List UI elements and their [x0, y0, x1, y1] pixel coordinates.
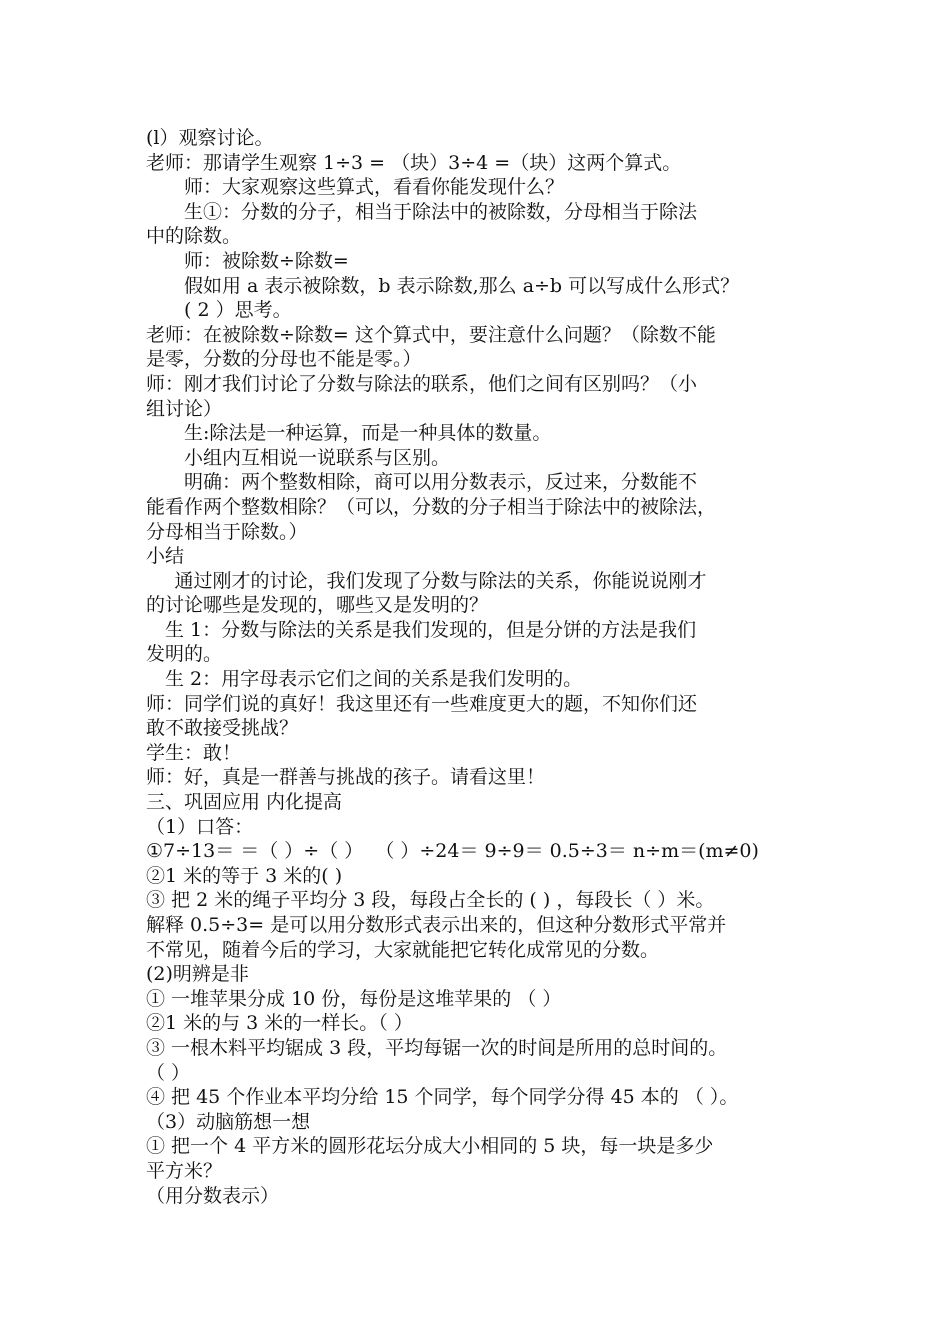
- text-line: 师：被除数÷除数=: [184, 249, 349, 272]
- text-line: 老师：那请学生观察 1÷3 = （块）3÷4 =（块）这两个算式。: [146, 151, 682, 174]
- text-line: 假如用 a 表示被除数，b 表示除数,那么 a÷b 可以写成什么形式？: [184, 274, 740, 297]
- text-line: （用分数表示）: [146, 1184, 280, 1207]
- text-line: ① 把一个 4 平方米的圆形花坛分成大小相同的 5 块，每一块是多少: [146, 1135, 714, 1158]
- text-line: 生:除法是一种运算，而是一种具体的数量。: [184, 422, 552, 445]
- text-line: （1）口答：: [146, 815, 254, 838]
- text-line: 组讨论）: [146, 397, 223, 420]
- text-line: ③ 一根木料平均锯成 3 段，平均每锯一次的时间是所用的总时间的。: [146, 1036, 728, 1059]
- text-line: 敢不敢接受挑战？: [146, 717, 299, 740]
- text-line: 师：同学们说的真好！我这里还有一些难度更大的题，不知你们还: [146, 692, 698, 715]
- text-line: 师：好，真是一群善与挑战的孩子。请看这里！: [146, 766, 546, 789]
- text-line: ④ 把 45 个作业本平均分给 15 个同学，每个同学分得 45 本的 （ ）。: [146, 1086, 739, 1109]
- text-line: （3）动脑筋想一想: [146, 1110, 311, 1133]
- text-line: 生 2：用字母表示它们之间的关系是我们发明的。: [165, 668, 583, 691]
- text-line: 通过刚才的讨论，我们发现了分数与除法的关系，你能说说刚才: [174, 569, 707, 592]
- text-line: 中的除数。: [146, 225, 242, 248]
- text-line: 的讨论哪些是发现的，哪些又是发明的？: [146, 594, 489, 617]
- text-line: 三、巩固应用 内化提高: [146, 791, 343, 814]
- text-line: 小结: [146, 545, 185, 568]
- text-line: （ ）: [146, 1061, 191, 1084]
- text-line: 小组内互相说一说联系与区别。: [184, 446, 451, 469]
- text-line: ③ 把 2 米的绳子平均分 3 段，每段占全长的 ( ) ，每段长（ ）米。: [146, 889, 715, 912]
- text-line: 发明的。: [146, 643, 223, 666]
- text-line: ( 2 ）思考。: [184, 299, 292, 322]
- text-line: 学生：敢！: [146, 741, 242, 764]
- text-line: ②1 米的与 3 米的一样长。（ ）: [146, 1012, 413, 1035]
- text-line: 是零，分数的分母也不能是零。）: [146, 348, 422, 371]
- text-line: 平方米？: [146, 1159, 223, 1182]
- document-body: [146, 126, 816, 1208]
- text-line: 生 1：分数与除法的关系是我们发现的，但是分饼的方法是我们: [165, 618, 697, 641]
- text-line: ②1 米的等于 3 米的( ): [146, 864, 343, 887]
- text-line: ①7÷13＝ ＝（ ）÷（ ） （ ）÷24＝ 9÷9＝ 0.5÷3＝ n÷m＝(m≠0): [146, 840, 759, 863]
- text-line: 师：刚才我们讨论了分数与除法的联系，他们之间有区别吗？（小: [146, 372, 698, 395]
- text-line: 生①：分数的分子，相当于除法中的被除数，分母相当于除法: [184, 200, 698, 223]
- text-line: 解释 0.5÷3= 是可以用分数形式表示出来的，但这种分数形式平常并: [146, 914, 727, 936]
- text-line: 老师：在被除数÷除数= 这个算式中，要注意什么问题？（除数不能: [146, 323, 716, 346]
- text-line: 能看作两个整数相除？（可以，分数的分子相当于除法中的被除法，: [146, 495, 717, 518]
- text-line: 分母相当于除数。）: [146, 520, 308, 543]
- text-line: ① 一堆苹果分成 10 份，每份是这堆苹果的 （ ）: [146, 987, 562, 1010]
- text-line: 师：大家观察这些算式，看看你能发现什么？: [184, 176, 565, 199]
- text-line: 明确：两个整数相除，商可以用分数表示，反过来，分数能不: [184, 471, 698, 494]
- text-line: 不常见，随着今后的学习，大家就能把它转化成常见的分数。: [146, 938, 660, 961]
- text-line: (l）观察讨论。: [146, 127, 274, 149]
- text-line: (2)明辨是非: [146, 963, 249, 986]
